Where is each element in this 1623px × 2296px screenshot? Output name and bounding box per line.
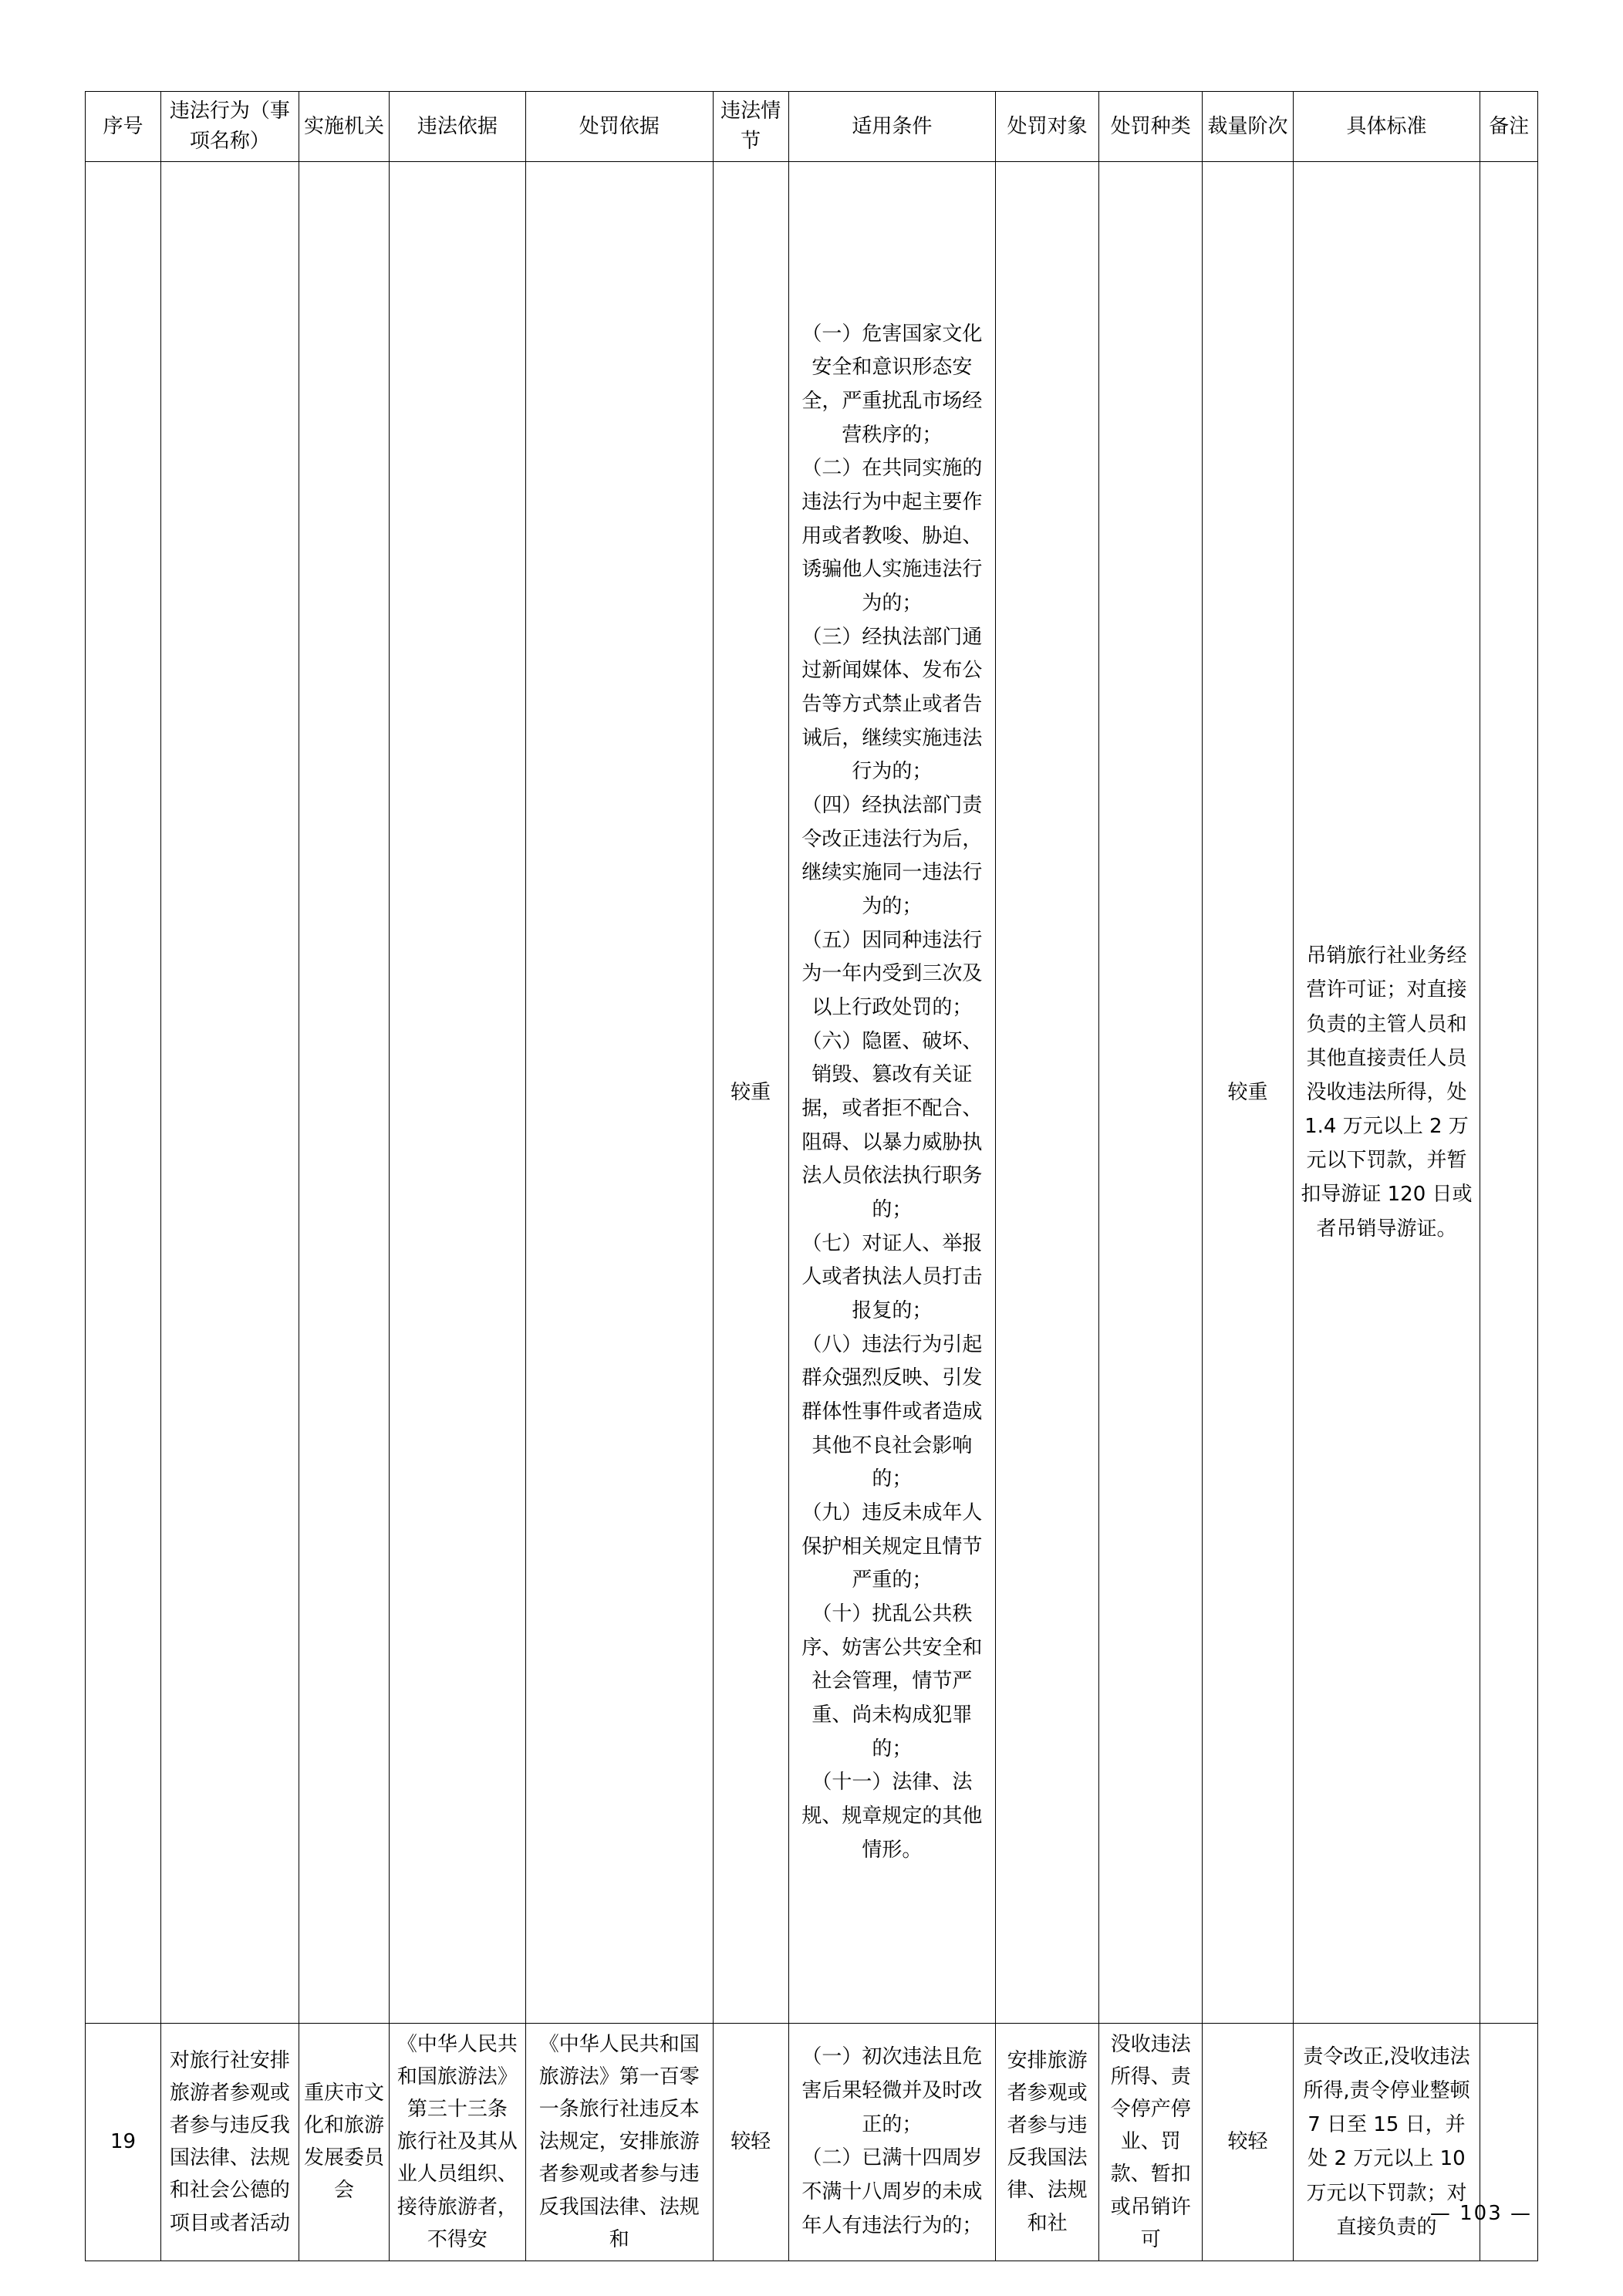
- penalty-discretion-table: [85, 91, 1538, 2261]
- cell-standard: 吊销旅行社业务经营许可证；对直接负责的主管人员和其他直接责任人员没收违法所得，处 1.4 万元以上 2 万元以下罚款，并暂扣导游证 120 日或者吊销导游证。: [1293, 162, 1480, 2024]
- header-seq: 序号: [86, 92, 161, 162]
- cell-seq: [86, 162, 161, 2024]
- cell-conditions: （一）初次违法且危害后果轻微并及时改正的； （二）已满十四周岁不满十八周岁的未成年人有违法行为的；: [788, 2024, 995, 2261]
- table-header: [86, 92, 1538, 162]
- header-act: 违法行为（事项名称）: [160, 92, 299, 162]
- cell-basis: [390, 162, 526, 2024]
- cell-punish-basis: 《中华人民共和国旅游法》第一百零一条旅行社违反本法规定，安排旅游者参观或者参与违反我国法律、法规和: [525, 2024, 713, 2261]
- cell-stage: 较重: [1203, 162, 1293, 2024]
- header-org: 实施机关: [299, 92, 389, 162]
- cell-act: 对旅行社安排旅游者参观或者参与违反我国法律、法规和社会公德的项目或者活动: [160, 2024, 299, 2261]
- header-basis: 违法依据: [390, 92, 526, 162]
- header-degree: 违法情节: [713, 92, 788, 162]
- cell-seq: 19: [86, 2024, 161, 2261]
- cell-conditions: （一）危害国家文化安全和意识形态安全，严重扰乱市场经营秩序的； （二）在共同实施的违法行为中起主要作用或者教唆、胁迫、诱骗他人实施违法行为的； （三）经执法部门通过新闻媒体、发布公告等方式禁止或者告诫后，继续实施违法行为的； （四）经执法部门责令改正违法行为后，继续实施同一违法行为的； （五）因同种违法行为一年内受到三次及以上行政处罚的； （六）隐匿、破坏、销毁、篡改有关证据，或者拒不配合、阻碍、以暴力威胁执法人员依法执行职务的； （七）对证人、举报人或者执法人员打击报复的； （八）违法行为引起群众强烈反映、引发群体性事件或者造成其他不良社会影响的； （九）违反未成年人保护相关规定且情节严重的； （十）扰乱公共秩序、妨害公共安全和社会管理，情节严重、尚未构成犯罪的； （十一）法律、法规、规章规定的其他情形。: [788, 162, 995, 2024]
- header-punish-type: 处罚种类: [1099, 92, 1203, 162]
- header-standard: 具体标准: [1293, 92, 1480, 162]
- cell-org: 重庆市文化和旅游发展委员会: [299, 2024, 389, 2261]
- header-target: 处罚对象: [996, 92, 1099, 162]
- cell-target: 安排旅游者参观或者参与违反我国法律、法规和社: [996, 2024, 1099, 2261]
- cell-target: [996, 162, 1099, 2024]
- header-conditions: 适用条件: [788, 92, 995, 162]
- table-row: [86, 162, 1538, 2024]
- table-row: [86, 2024, 1538, 2261]
- cell-remark: [1480, 162, 1538, 2024]
- cell-punish-type: [1099, 162, 1203, 2024]
- cell-org: [299, 162, 389, 2024]
- header-punish-basis: 处罚依据: [525, 92, 713, 162]
- cell-stage: 较轻: [1203, 2024, 1293, 2261]
- cell-act: [160, 162, 299, 2024]
- cell-remark: [1480, 2024, 1538, 2261]
- cell-standard: 责令改正,没收违法所得,责令停业整顿 7 日至 15 日，并处 2 万元以上 10 万元以下罚款；对直接负责的: [1293, 2024, 1480, 2261]
- cell-degree: 较重: [713, 162, 788, 2024]
- header-stage: 裁量阶次: [1203, 92, 1293, 162]
- cell-basis: 《中华人民共和国旅游法》第三十三条 旅行社及其从业人员组织、接待旅游者，不得安: [390, 2024, 526, 2261]
- table-header-row: [86, 92, 1538, 162]
- page-number: — 103 —: [1429, 2202, 1532, 2225]
- table-body: [86, 162, 1538, 2261]
- cell-punish-basis: [525, 162, 713, 2024]
- cell-degree: 较轻: [713, 2024, 788, 2261]
- cell-punish-type: 没收违法所得、责令停产停业、罚款、暂扣或吊销许可: [1099, 2024, 1203, 2261]
- header-remark: 备注: [1480, 92, 1538, 162]
